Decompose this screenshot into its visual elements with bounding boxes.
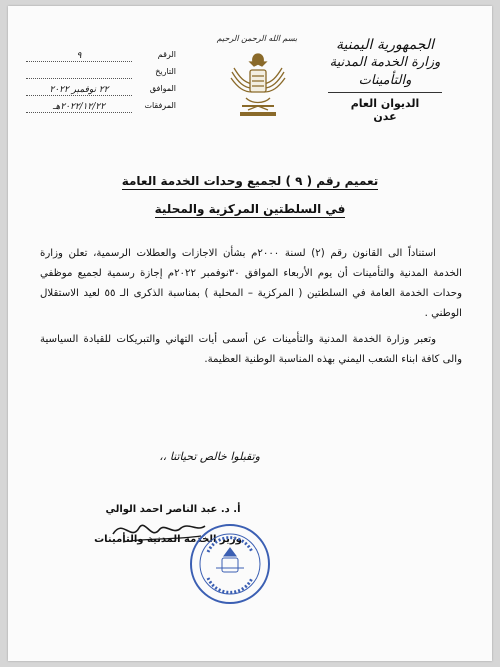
header-rule: [328, 92, 442, 93]
meta-date-row: [26, 63, 176, 80]
letter-meta: [26, 46, 176, 114]
ministry-header: [310, 36, 460, 123]
meta-number-value: ٩: [26, 48, 132, 62]
meta-date-value: [26, 65, 132, 79]
circular-subtitle: [8, 202, 492, 216]
meta-attachments-label: المرفقات: [144, 101, 176, 110]
republic-name: الجمهورية اليمنية: [335, 37, 434, 53]
meta-corresponding-value: ٢٢ نوفمبر ٢٠٢٢: [26, 82, 132, 96]
meta-attachments-value: ٢٠٢٢/١٢/٢٢هـ: [26, 99, 132, 113]
ministry-name: وزارة الخدمة المدنية والتأمينات: [329, 55, 441, 88]
circular-subtitle-text: في السلطتين المركزية والمحلية: [154, 202, 346, 216]
meta-attachments-row: [26, 97, 176, 114]
body-paragraph-1: استناداً الى القانون رقم (٢) لسنة ٢٠٠٠م بشأن الاجازات والعطلات الرسمية، تعلن وزارة الخدمة المدنية والتأمينات أن يوم الأربعاء الموافق ٣٠نوفمبر ٢٠٢٢م إجازة رسمية لجميع موظفي وحدات الخدمة العامة في السلطتين ( المركزية – المحلية ) بمناسبة الذكرى الـ ٥٥ لعيد الاستقلال الوطني .: [40, 248, 462, 319]
department-name: الديوان العام: [350, 97, 420, 110]
circular-title-text: تعميم رقم ( ٩ ) لجميع وحدات الخدمة العامة: [121, 174, 379, 188]
circular-title: [8, 174, 492, 188]
city-name: عدن: [373, 110, 397, 123]
official-stamp-icon: [188, 522, 272, 606]
meta-corresponding-label: الموافق: [149, 84, 176, 93]
circular-body: [40, 244, 462, 370]
body-paragraph-2: وتعبر وزارة الخدمة المدنية والتأمينات عن أسمى أيات التهاني والتبريكات للقيادة السياسية والى كافة ابناء الشعب اليمني بهذه المناسبة الوطنية العظيمة.: [40, 334, 462, 365]
meta-corresponding-row: [26, 80, 176, 97]
signer-name: أ. د. عبد الناصر احمد الوالي: [105, 504, 241, 515]
meta-date-label: التاريخ: [155, 67, 176, 76]
document-page: [8, 6, 492, 661]
eagle-emblem-icon: [226, 48, 290, 122]
signer-title: وزير الخدمة المدنية والتأمينات: [94, 534, 242, 545]
closing-line: وتقبلوا خالص تحياتنا ،،: [159, 450, 260, 463]
meta-number-label: الرقم: [157, 50, 176, 59]
basmala: بسم الله الرحمن الرحيم: [216, 34, 298, 43]
meta-number-row: [26, 46, 176, 63]
